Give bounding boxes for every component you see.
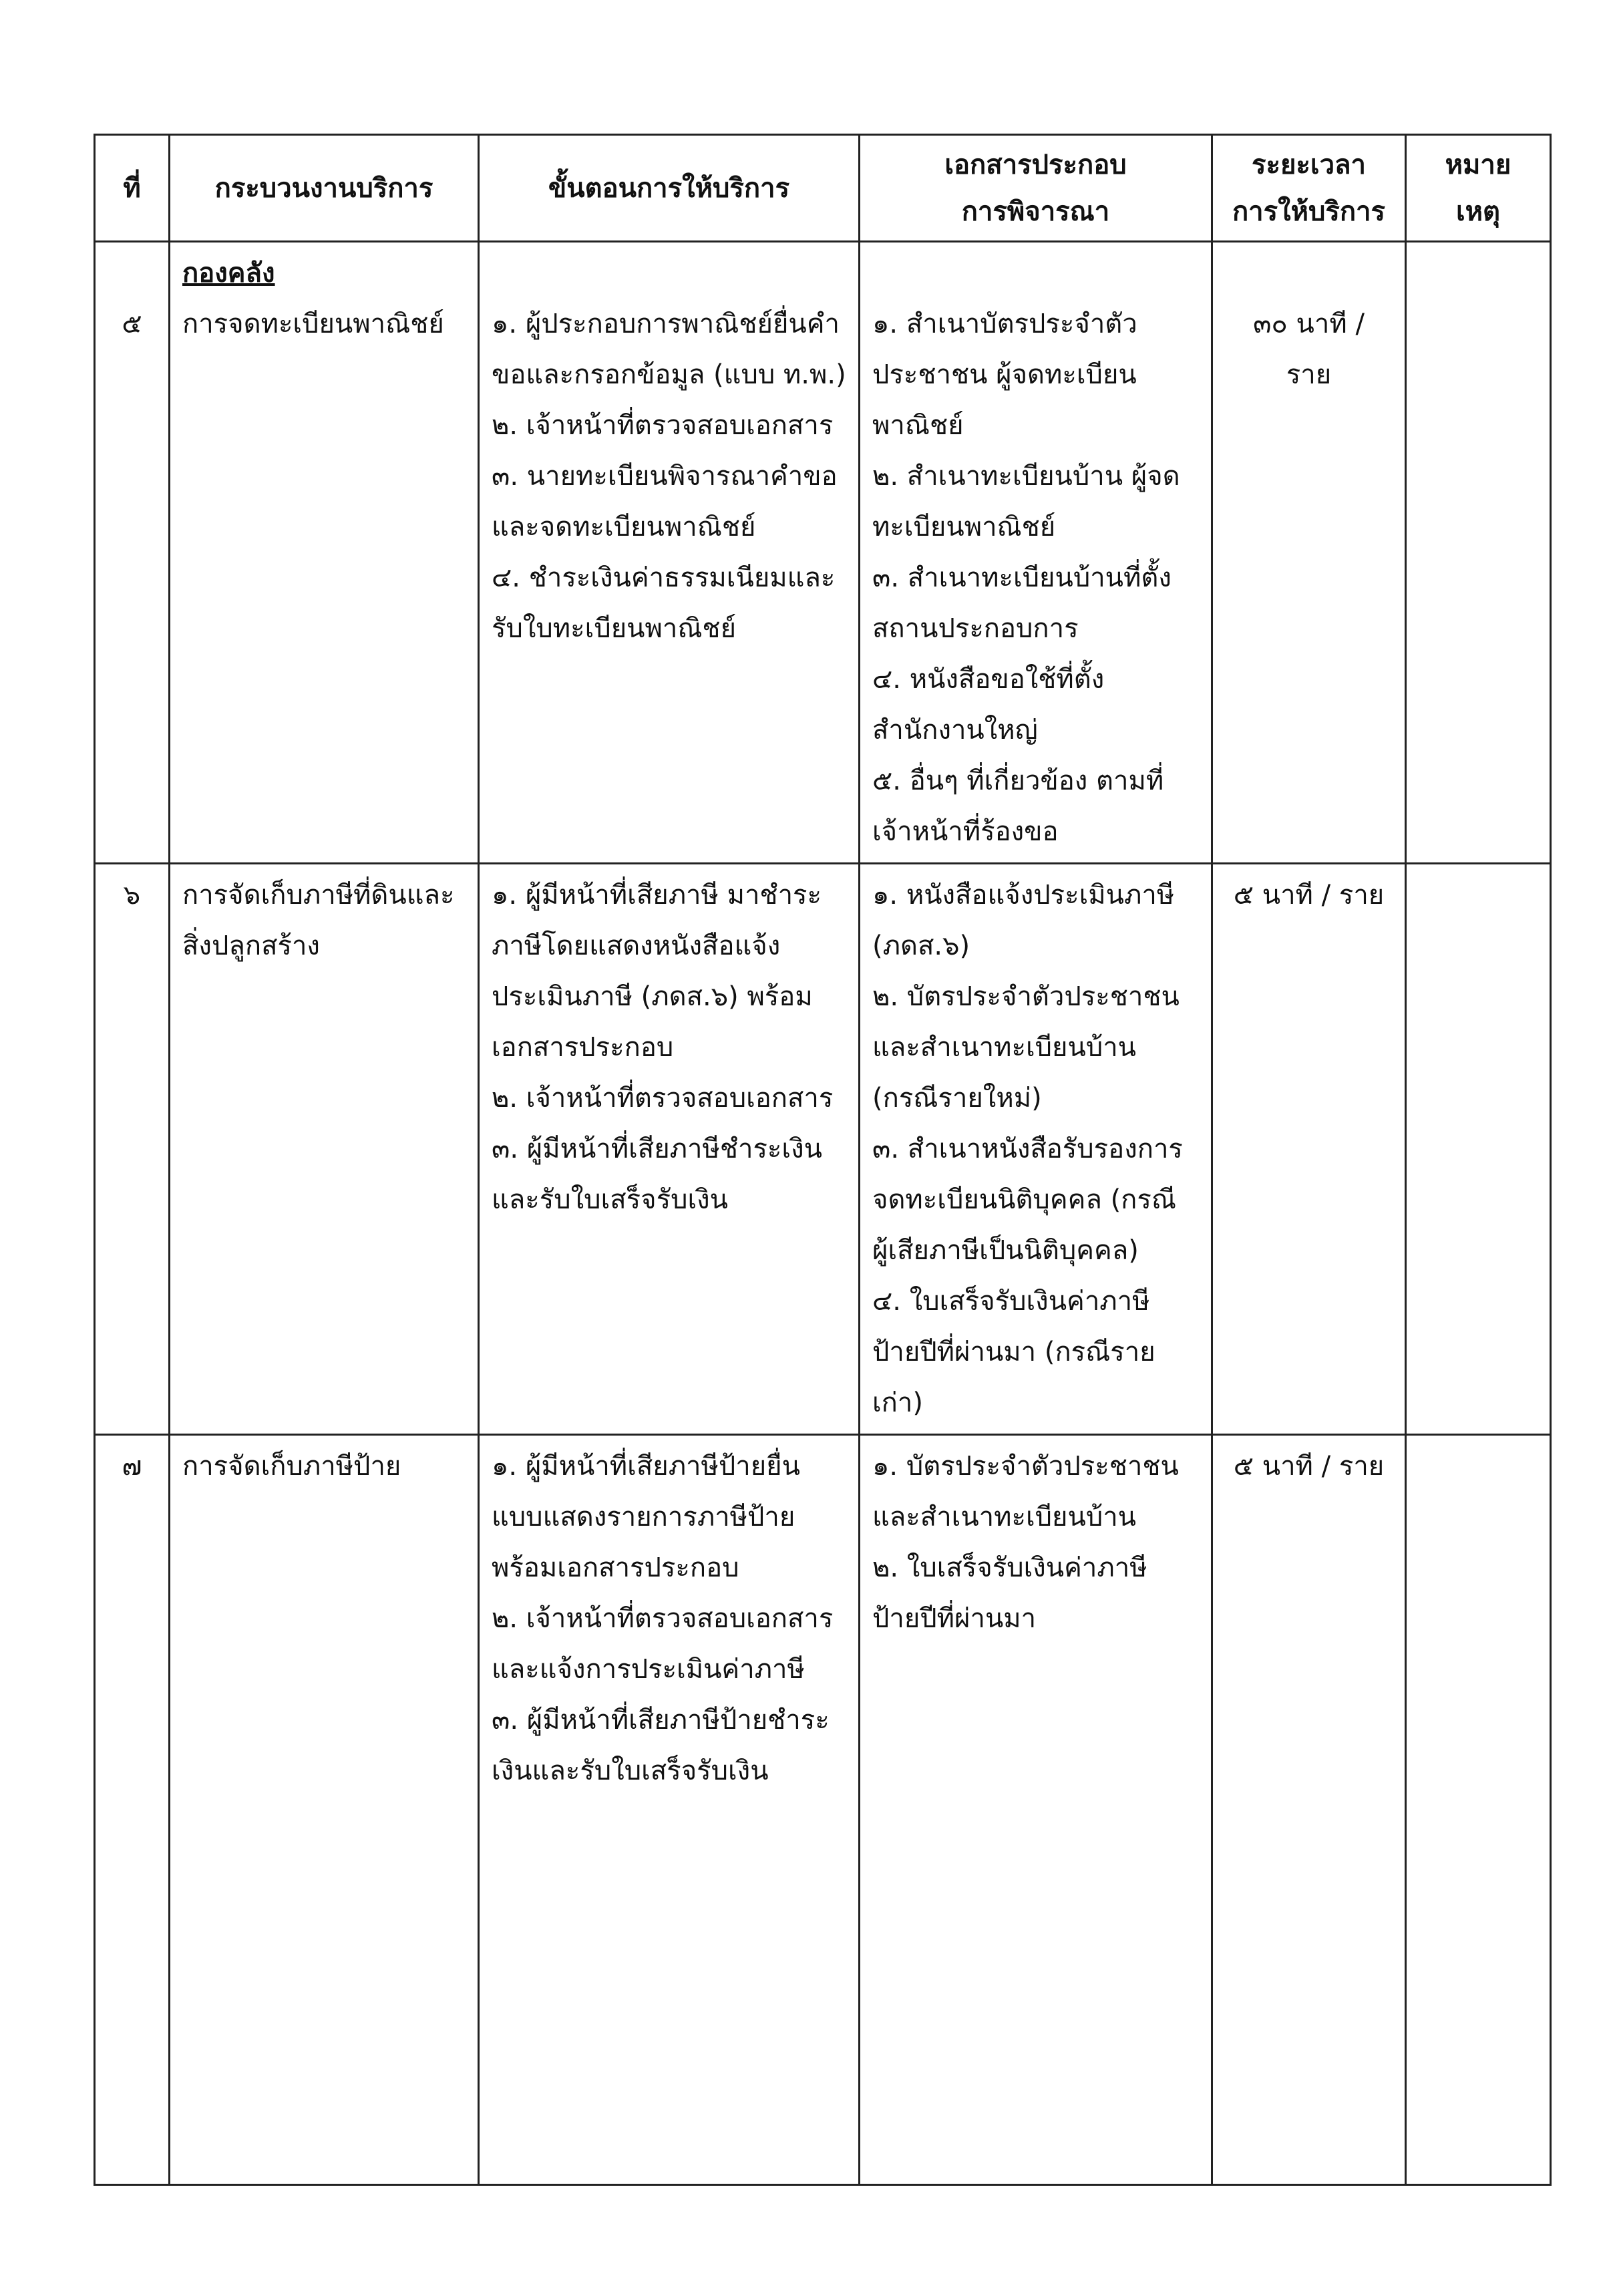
header-docs: เอกสารประกอบ การพิจารณา — [860, 135, 1212, 242]
header-remark: หมาย เหตุ — [1406, 135, 1551, 242]
docs-cell: ๑. สำเนาบัตรประจำตัว ประชาชน ผู้จดทะเบียน พาณิชย์ ๒. สำเนาทะเบียนบ้าน ผู้จด ทะเบียนพาณิชย์ ๓. สำเนาทะเบียนบ้านที่ตั้ง สถานประกอบการ ๔. หนังสือขอใช้ที่ตั้ง สำนักงานใหญ่ ๕. อื่นๆ ที่เกี่ยวข้อง ตามที่ เจ้าหน้าที่ร้องขอ — [860, 242, 1212, 864]
time-cell: ๓๐ นาที / ราย — [1212, 242, 1406, 864]
process-cell: การจัดเก็บภาษีที่ดินและ สิ่งปลูกสร้าง — [170, 864, 479, 1435]
process-cell: การจัดเก็บภาษีป้าย — [170, 1435, 479, 2185]
row-number: ๕ — [95, 242, 170, 864]
section-heading: กองคลัง — [182, 258, 275, 289]
remark-cell — [1406, 242, 1551, 864]
table-row — [95, 1435, 1551, 2185]
time-cell: ๕ นาที / ราย — [1212, 1435, 1406, 2185]
row-number: ๖ — [95, 864, 170, 1435]
header-time: ระยะเวลา การให้บริการ — [1212, 135, 1406, 242]
docs-cell: ๑. บัตรประจำตัวประชาชน และสำเนาทะเบียนบ้าน ๒. ใบเสร็จรับเงินค่าภาษี ป้ายปีที่ผ่านมา — [860, 1435, 1212, 2185]
header-no: ที่ — [95, 135, 170, 242]
table-row — [95, 864, 1551, 1435]
steps-cell: ๑. ผู้ประกอบการพาณิชย์ยื่นคำ ขอและกรอกข้อมูล (แบบ ท.พ.) ๒. เจ้าหน้าที่ตรวจสอบเอกสาร ๓. นายทะเบียนพิจารณาคำขอ และจดทะเบียนพาณิชย์ ๔. ชำระเงินค่าธรรมเนียมและ รับใบทะเบียนพาณิชย์ — [479, 242, 860, 864]
row-number: ๗ — [95, 1435, 170, 2185]
steps-cell: ๑. ผู้มีหน้าที่เสียภาษีป้ายยื่น แบบแสดงรายการภาษีป้าย พร้อมเอกสารประกอบ ๒. เจ้าหน้าที่ตรวจสอบเอกสาร และแจ้งการประเมินค่าภาษี ๓. ผู้มีหน้าที่เสียภาษีป้ายชำระ เงินและรับใบเสร็จรับเงิน — [479, 1435, 860, 2185]
process-cell: กองคลัง การจดทะเบียนพาณิชย์ — [170, 242, 479, 864]
docs-cell: ๑. หนังสือแจ้งประเมินภาษี (ภดส.๖) ๒. บัตรประจำตัวประชาชน และสำเนาทะเบียนบ้าน (กรณีรายใหม่) ๓. สำเนาหนังสือรับรองการ จดทะเบียนนิติบุคคล (กรณี ผู้เสียภาษีเป็นนิติบุคคล) ๔. ใบเสร็จรับเงินค่าภาษี ป้ายปีที่ผ่านมา (กรณีราย เก่า) — [860, 864, 1212, 1435]
table-header-row — [95, 135, 1551, 242]
service-table — [94, 134, 1552, 2186]
time-cell: ๕ นาที / ราย — [1212, 864, 1406, 1435]
header-process: กระบวนงานบริการ — [170, 135, 479, 242]
header-steps: ขั้นตอนการให้บริการ — [479, 135, 860, 242]
table-row — [95, 242, 1551, 864]
steps-cell: ๑. ผู้มีหน้าที่เสียภาษี มาชำระ ภาษีโดยแสดงหนังสือแจ้ง ประเมินภาษี (ภดส.๖) พร้อม เอกสารประกอบ ๒. เจ้าหน้าที่ตรวจสอบเอกสาร ๓. ผู้มีหน้าที่เสียภาษีชำระเงิน และรับใบเสร็จรับเงิน — [479, 864, 860, 1435]
remark-cell — [1406, 1435, 1551, 2185]
remark-cell — [1406, 864, 1551, 1435]
